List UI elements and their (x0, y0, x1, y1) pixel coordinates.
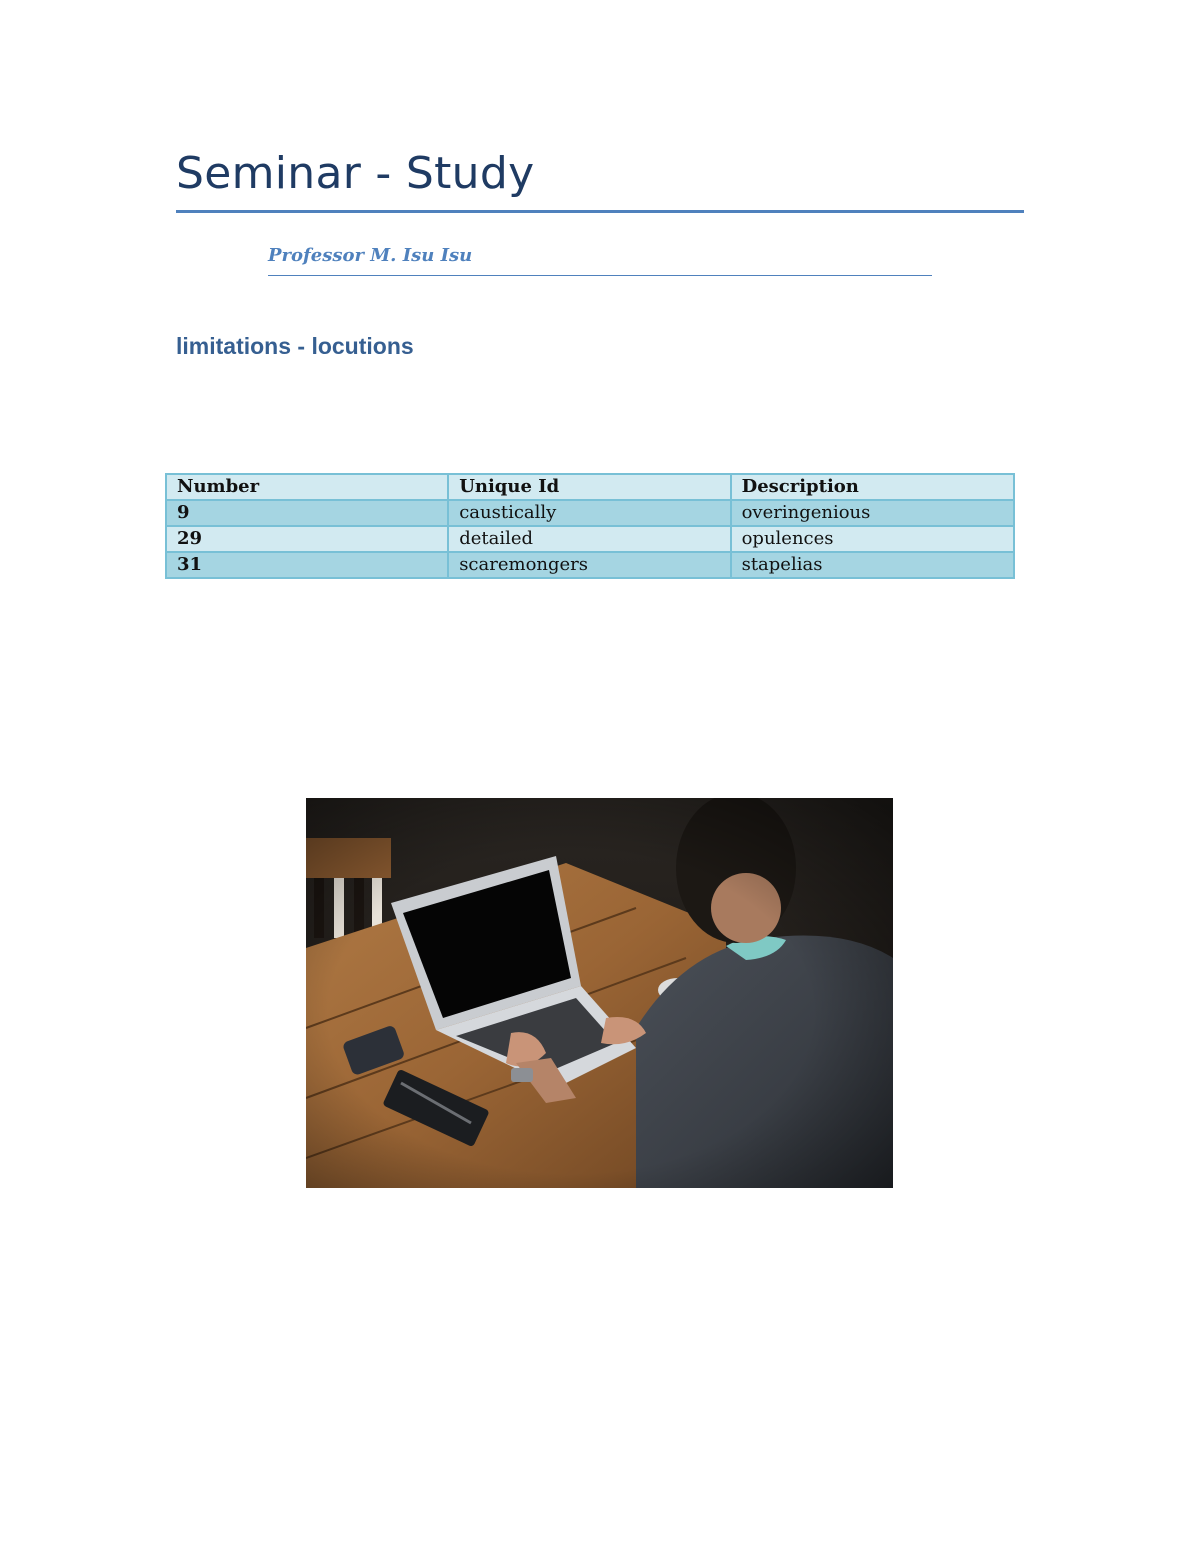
data-table (165, 473, 1015, 579)
laptop-photo (306, 798, 893, 1188)
table-row (166, 526, 1014, 552)
cell-number: 9 (166, 500, 448, 526)
title-underline (176, 210, 1024, 213)
column-header-description: Description (731, 474, 1014, 500)
cell-number: 31 (166, 552, 448, 578)
author-underline (268, 275, 932, 276)
cell-description: opulences (731, 526, 1014, 552)
cell-description: stapelias (731, 552, 1014, 578)
column-header-number: Number (166, 474, 448, 500)
cell-number: 29 (166, 526, 448, 552)
section-heading: limitations - locutions (176, 333, 414, 359)
table-row (166, 552, 1014, 578)
column-header-unique-id: Unique Id (448, 474, 730, 500)
cell-unique-id: caustically (448, 500, 730, 526)
table-header-row (166, 474, 1014, 500)
cell-description: overingenious (731, 500, 1014, 526)
cell-unique-id: detailed (448, 526, 730, 552)
cell-unique-id: scaremongers (448, 552, 730, 578)
table-row (166, 500, 1014, 526)
document-title: Seminar - Study (176, 148, 535, 199)
author-name: Professor M. Isu Isu (268, 245, 473, 266)
